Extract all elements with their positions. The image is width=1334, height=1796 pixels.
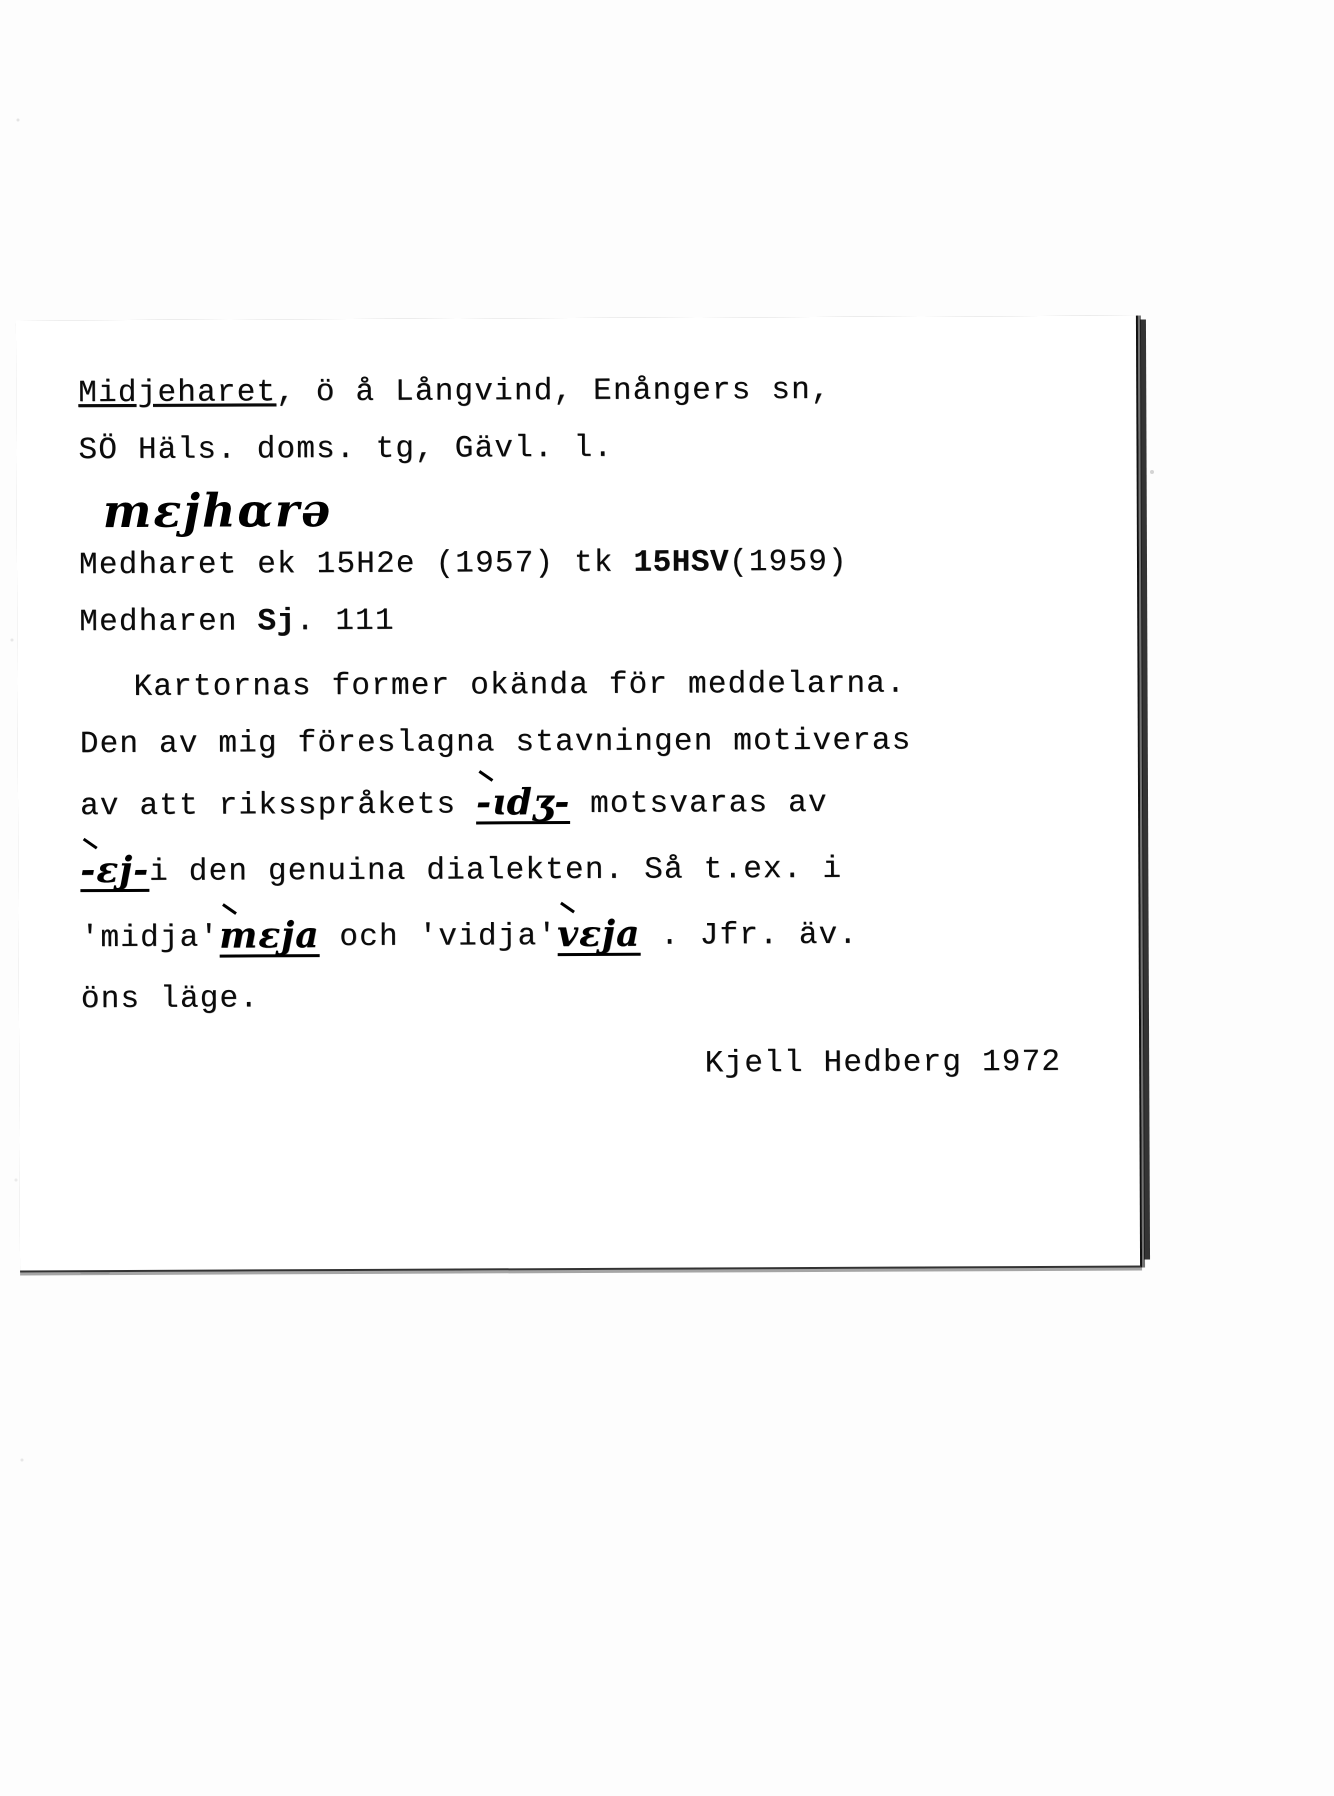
scan-speck xyxy=(1150,470,1154,474)
body-line-6: öns läge. xyxy=(80,981,260,1018)
phonetic-inline-2: -ɛj- xyxy=(80,848,150,892)
phonetic-inline-1: -ɩdʒ- xyxy=(476,781,571,824)
header-line-1-rest: , ö å Långvind, Enångers sn, xyxy=(276,372,831,411)
phonetic-transcription-main xyxy=(79,480,1059,538)
map-citation-line-2 xyxy=(79,603,1059,641)
body-line-1-text: Kartornas former okända för meddelarna. xyxy=(133,666,906,705)
map-citation-2-pre: Medharen xyxy=(79,604,258,641)
body-line-5 xyxy=(81,914,1061,958)
body-line-3 xyxy=(80,782,1060,826)
map-citation-2-post: . 111 xyxy=(295,603,395,640)
map-citation-1-pre: Medharet ek 15H2e (1957) tk xyxy=(78,545,634,584)
phonetic-inline-3: mɛja xyxy=(219,914,320,957)
body-line-3-tail: motsvaras av xyxy=(570,785,828,823)
body-line-5-tail: . Jfr. äv. xyxy=(640,917,859,954)
card-text-block xyxy=(78,374,1061,1084)
phonetic-main-text: mɛjhɑrə xyxy=(102,483,333,539)
map-citation-line-1 xyxy=(78,544,1059,584)
quote-2: 'vidja' xyxy=(418,919,558,955)
map-citation-1-post: (1959) xyxy=(728,544,848,581)
body-line-4-text: i den genuina dialekten. Så t.ex. i xyxy=(149,851,843,890)
map-citation-1-stamp: 15HSV xyxy=(633,545,730,581)
index-card xyxy=(16,316,1142,1273)
map-citation-2-stamp: Sj xyxy=(257,604,296,640)
header-line-2: SÖ Häls. doms. tg, Gävl. l. xyxy=(78,430,614,469)
body-line-2: Den av mig föreslagna stavningen motiveras xyxy=(79,723,912,763)
headword: Midjeharet xyxy=(78,375,277,412)
body-line-5-mid: och xyxy=(319,919,419,956)
phonetic-inline-4: vɛja xyxy=(557,912,641,956)
body-line-3-text: av att riksspråkets xyxy=(79,787,477,825)
quote-1: 'midja' xyxy=(80,920,220,957)
body-line-1 xyxy=(79,668,1059,703)
body-line-4 xyxy=(80,848,1060,892)
signature-line: Kjell Hedberg 1972 xyxy=(704,1044,1062,1082)
header-line-1 xyxy=(78,372,1058,412)
